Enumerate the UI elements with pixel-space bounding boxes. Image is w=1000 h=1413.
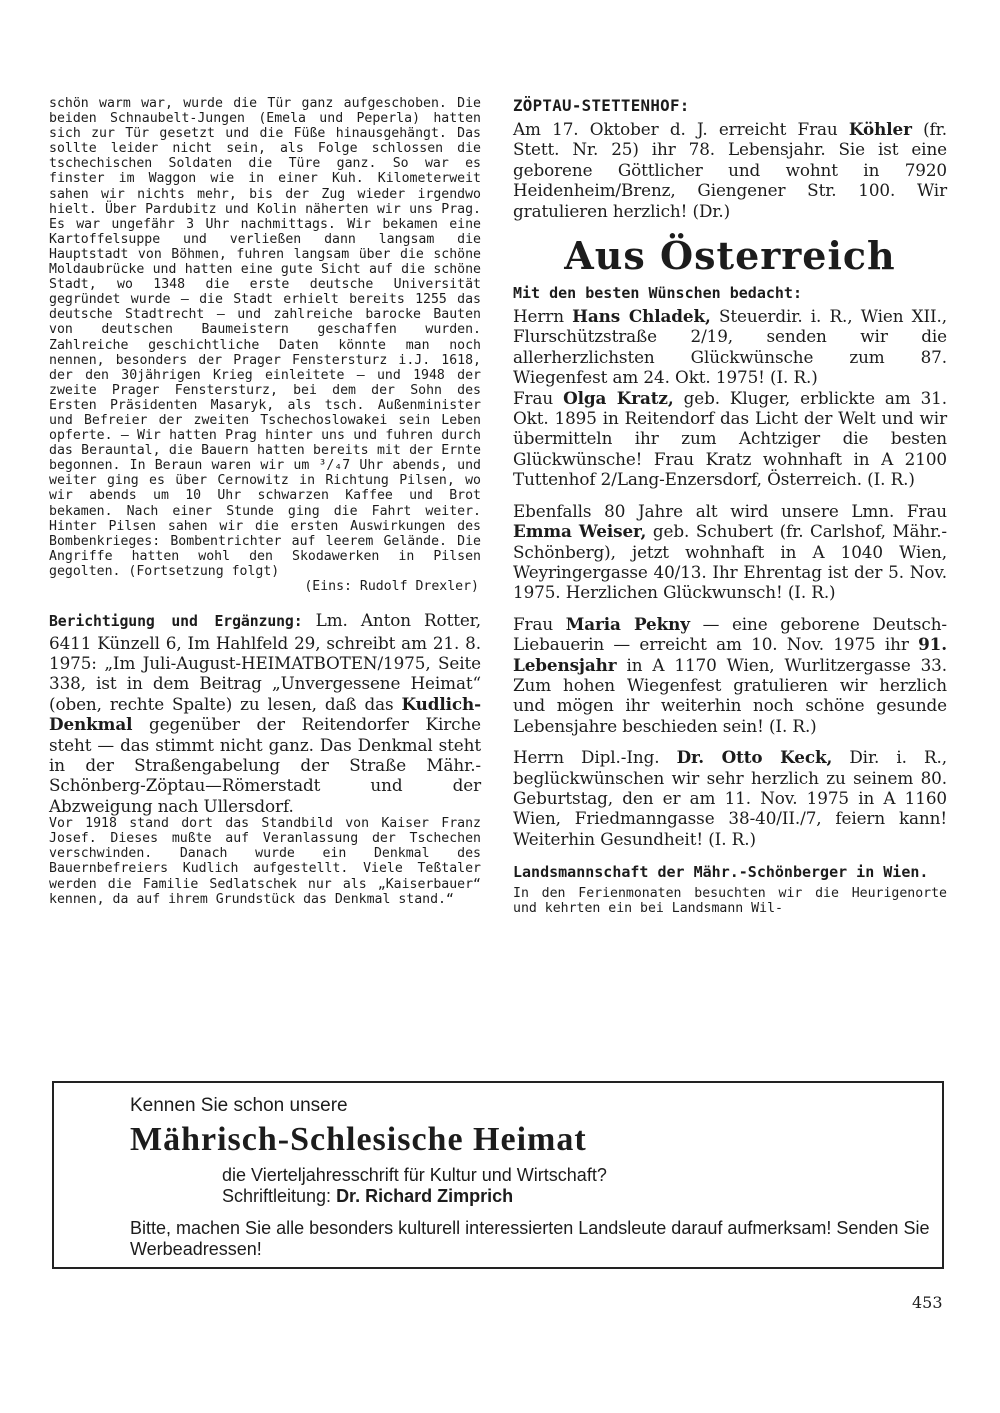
entry2-text-a: Frau: [513, 387, 564, 408]
entry5-bold: Dr. Otto Keck,: [676, 747, 833, 768]
correction-lead: Berichtigung und Ergänzung:: [49, 613, 303, 631]
entry3-text-a: Ebenfalls 80 Jahre alt wird unsere Lmn. Frau: [513, 500, 947, 521]
correction-small-text: Vor 1918 stand dort das Standbild von Kaiser Franz Josef. Dieses mußte auf Veranlassung der Tschechen verschwinden. Danach wurde ein Denkmal des Bauernbefreiers Kudlich aufgestellt. Viele Teßtaler werden die Familie Sedlatschek nur als „Kaiserbauer“ kennen, da auf ihrem Grundstück das Denkmal stand.“: [49, 816, 481, 907]
entry4-bold: Maria Pekny: [565, 613, 690, 634]
left-column: [49, 96, 481, 907]
entry2-bold: Olga Kratz,: [563, 387, 674, 408]
austria-section-title: Aus Österreich: [564, 233, 896, 279]
entry1-text-a: Herrn: [513, 306, 573, 327]
ad-editor-label: Schriftleitung:: [222, 1186, 337, 1206]
entry1-bold: Hans Chladek,: [572, 306, 711, 327]
correction-text-b: gegenüber der Reitendorfer Kirche steht — das stimmt nicht ganz. Das Denkmal steht in der Straßengabelung der Straße Mähr.-Schönberg-Zöptau—Römerstadt und der Abzweigung nach Ullersdorf.: [49, 714, 481, 816]
correction-bold: Kudlich-Denkmal: [49, 693, 481, 735]
entry4-text-b: — eine geborene Deutsch-Liebauerin — erreicht am 10. Nov. 1975 ihr: [513, 613, 947, 655]
ad-title: Mährisch-Schlesische Heimat: [130, 1121, 587, 1158]
entry4-text-c: in A 1170 Wien, Wurlitzergasse 33. Zum hohen Wiegenfest gratulieren wir herzlich und mögen ihr weiterhin noch schöne gesunde Lebensjahre beschieden sein! (I. R.): [513, 654, 947, 736]
entry-chladek: [513, 306, 947, 388]
advertisement-box: [52, 1081, 944, 1269]
zoeptau-bold: Köhler: [848, 119, 912, 139]
wishes-heading: Mit den besten Wünschen bedacht:: [513, 284, 802, 303]
zoeptau-heading: ZÖPTAU-STETTENHOF:: [513, 96, 690, 115]
ad-editor-name: Dr. Richard Zimprich: [336, 1186, 514, 1206]
correction-text-a: Lm. Anton Rotter, 6411 Künzell 6, Im Hahlfeld 29, schreibt am 21. 8. 1975: „Im Juli-August-HEIMATBOTEN/1975, Seite 338, ist in dem Beitrag „Unvergessene Heimat“ (oben, rechte Spalte) zu lesen, daß das: [49, 610, 481, 714]
entry-weiser: [513, 501, 947, 603]
zoeptau-text-a: Am 17. Oktober d. J. erreicht Frau: [513, 119, 849, 139]
landsmannschaft-heading: Landsmannschaft der Mähr.-Schönberger in Wien.: [513, 863, 929, 882]
entry3-bold: Emma Weiser,: [513, 521, 647, 542]
ad-subtitle: die Vierteljahresschrift für Kultur und Wirtschaft?: [222, 1165, 607, 1185]
author-signature: (Eins: Rudolf Drexler): [304, 579, 479, 594]
page-number: 453: [912, 1293, 943, 1312]
landsmannschaft-text: In den Ferienmonaten besuchten wir die Heurigenorte und kehrten ein bei Landsmann Wil-: [513, 886, 947, 917]
entry5-text-b: Dir. i. R., beglückwünschen wir sehr herzlich zu seinem 80. Geburtstag, den er am 11. Nov. 1975 in A 1160 Wien, Friedmanngasse 38-40/II./7, feiern kann! Weiterhin Gesundheit! (I. R.): [513, 747, 947, 849]
entry4-bold-2: 91. Lebensjahr: [513, 634, 947, 675]
zoeptau-paragraph: [513, 119, 947, 221]
entry4-text-a: Frau: [513, 613, 566, 634]
ad-intro: Kennen Sie schon unsere: [130, 1095, 348, 1116]
correction-paragraph: [49, 610, 481, 816]
entry-keck: [513, 747, 947, 849]
right-column: [513, 96, 947, 916]
entry3-text-b: geb. Schubert (fr. Carlshof, Mähr.-Schönberg), jetzt wohnhaft in A 1040 Wien, Weyringergasse 40/13. Ihr Ehrentag ist der 5. Nov. 1975. Herzlichen Glückwunsch! (I. R.): [513, 521, 948, 603]
entry1-text-b: Steuerdir. i. R., Wien XII., Flurschützstraße 2/19, senden wir die allerherzlichsten Glückwünsche zum 87. Wiegenfest am 24. Okt. 1975! (I. R.): [513, 306, 948, 388]
entry-kratz: [513, 388, 947, 490]
ad-editor-line: [222, 1186, 513, 1207]
entry5-text-a: Herrn Dipl.-Ing.: [513, 747, 677, 768]
travel-report-paragraph: schön warm war, wurde die Tür ganz aufgeschoben. Die beiden Schnaubelt-Jungen (Emela und Peperla) hatten sich zur Tür gesetzt und die Füße hinausgehängt. Das sollte leider nicht sein, als Folge schlossen die tschechischen Soldaten die Türe ganz. So war es finster im Waggon wie in einer Kuh. Kilometerweit sahen wir nichts mehr, bis der Zug wieder irgendwo hielt. Über Pardubitz und Kolin näherten wir uns Prag. Es war ungefähr 3 Uhr nachmittags. Wir bekamen eine Kartoffelsuppe und verließen dann langsam die Hauptstadt von Böhmen, fuhren langsam über die schöne Moldaubrücke und hatten eine gute Sicht auf die schöne Stadt, wo 1348 die erste deutsche Universität gegründet wurde — die Stadt erhielt bereits 1255 das deutsche Stadtrecht — und zahlreiche barocke Bauten von deutschen Baumeistern geschaffen wurden. Zahlreiche geschichtliche Daten könnte man noch nennen, besonders der Prager Fenstersturz i.J. 1618, der den 30jährigen Krieg einleitete — und 1948 der zweite Prager Fenstersturz, bei dem der Sohn des Ersten Präsidenten Masaryk, als tsch. Außenminister und Befreier der zweiten Tschechoslowakei sein Leben opferte. — Wir hatten Prag hinter uns und fuhren durch das Berauntal, die Bauern hatten bereits mit der Ernte begonnen. In Beraun waren wir um ³/₄7 Uhr abends, und weiter ging es über Cernowitz in Richtung Pilsen, wo wir abends um 10 Uhr schwarzen Kaffee und Brot bekamen. Nach einer Stunde ging die Fahrt weiter. Hinter Pilsen sahen wir die ersten Auswirkungen des Bombenkrieges: Bombentrichter auf leerem Gelände. Die Angriffe hatten wohl den Skodawerken in Pilsen gegolten. (Fortsetzung folgt): [49, 96, 481, 579]
zoeptau-text-b: (fr. Stett. Nr. 25) ihr 78. Lebensjahr. Sie ist eine geborene Göttlicher und wohnt in 7920 Heidenheim/Brenz, Giengener Str. 100. Wir gratulieren herzlich! (Dr.): [513, 119, 947, 221]
ad-call-to-action: Bitte, machen Sie alle besonders kulturell interessierten Landsleute darauf aufmerksam! Senden Sie Werbeadressen!: [130, 1218, 930, 1259]
entry-pekny: [513, 614, 947, 736]
entry2-text-b: geb. Kluger, erblickte am 31. Okt. 1895 in Reitendorf das Licht der Welt und wir übermitteln ihr zum Achtziger die besten Glückwünsche! Frau Kratz wohnhaft in A 2100 Tuttenhof 2/Lang-Enzersdorf, Österreich. (I. R.): [513, 387, 947, 490]
